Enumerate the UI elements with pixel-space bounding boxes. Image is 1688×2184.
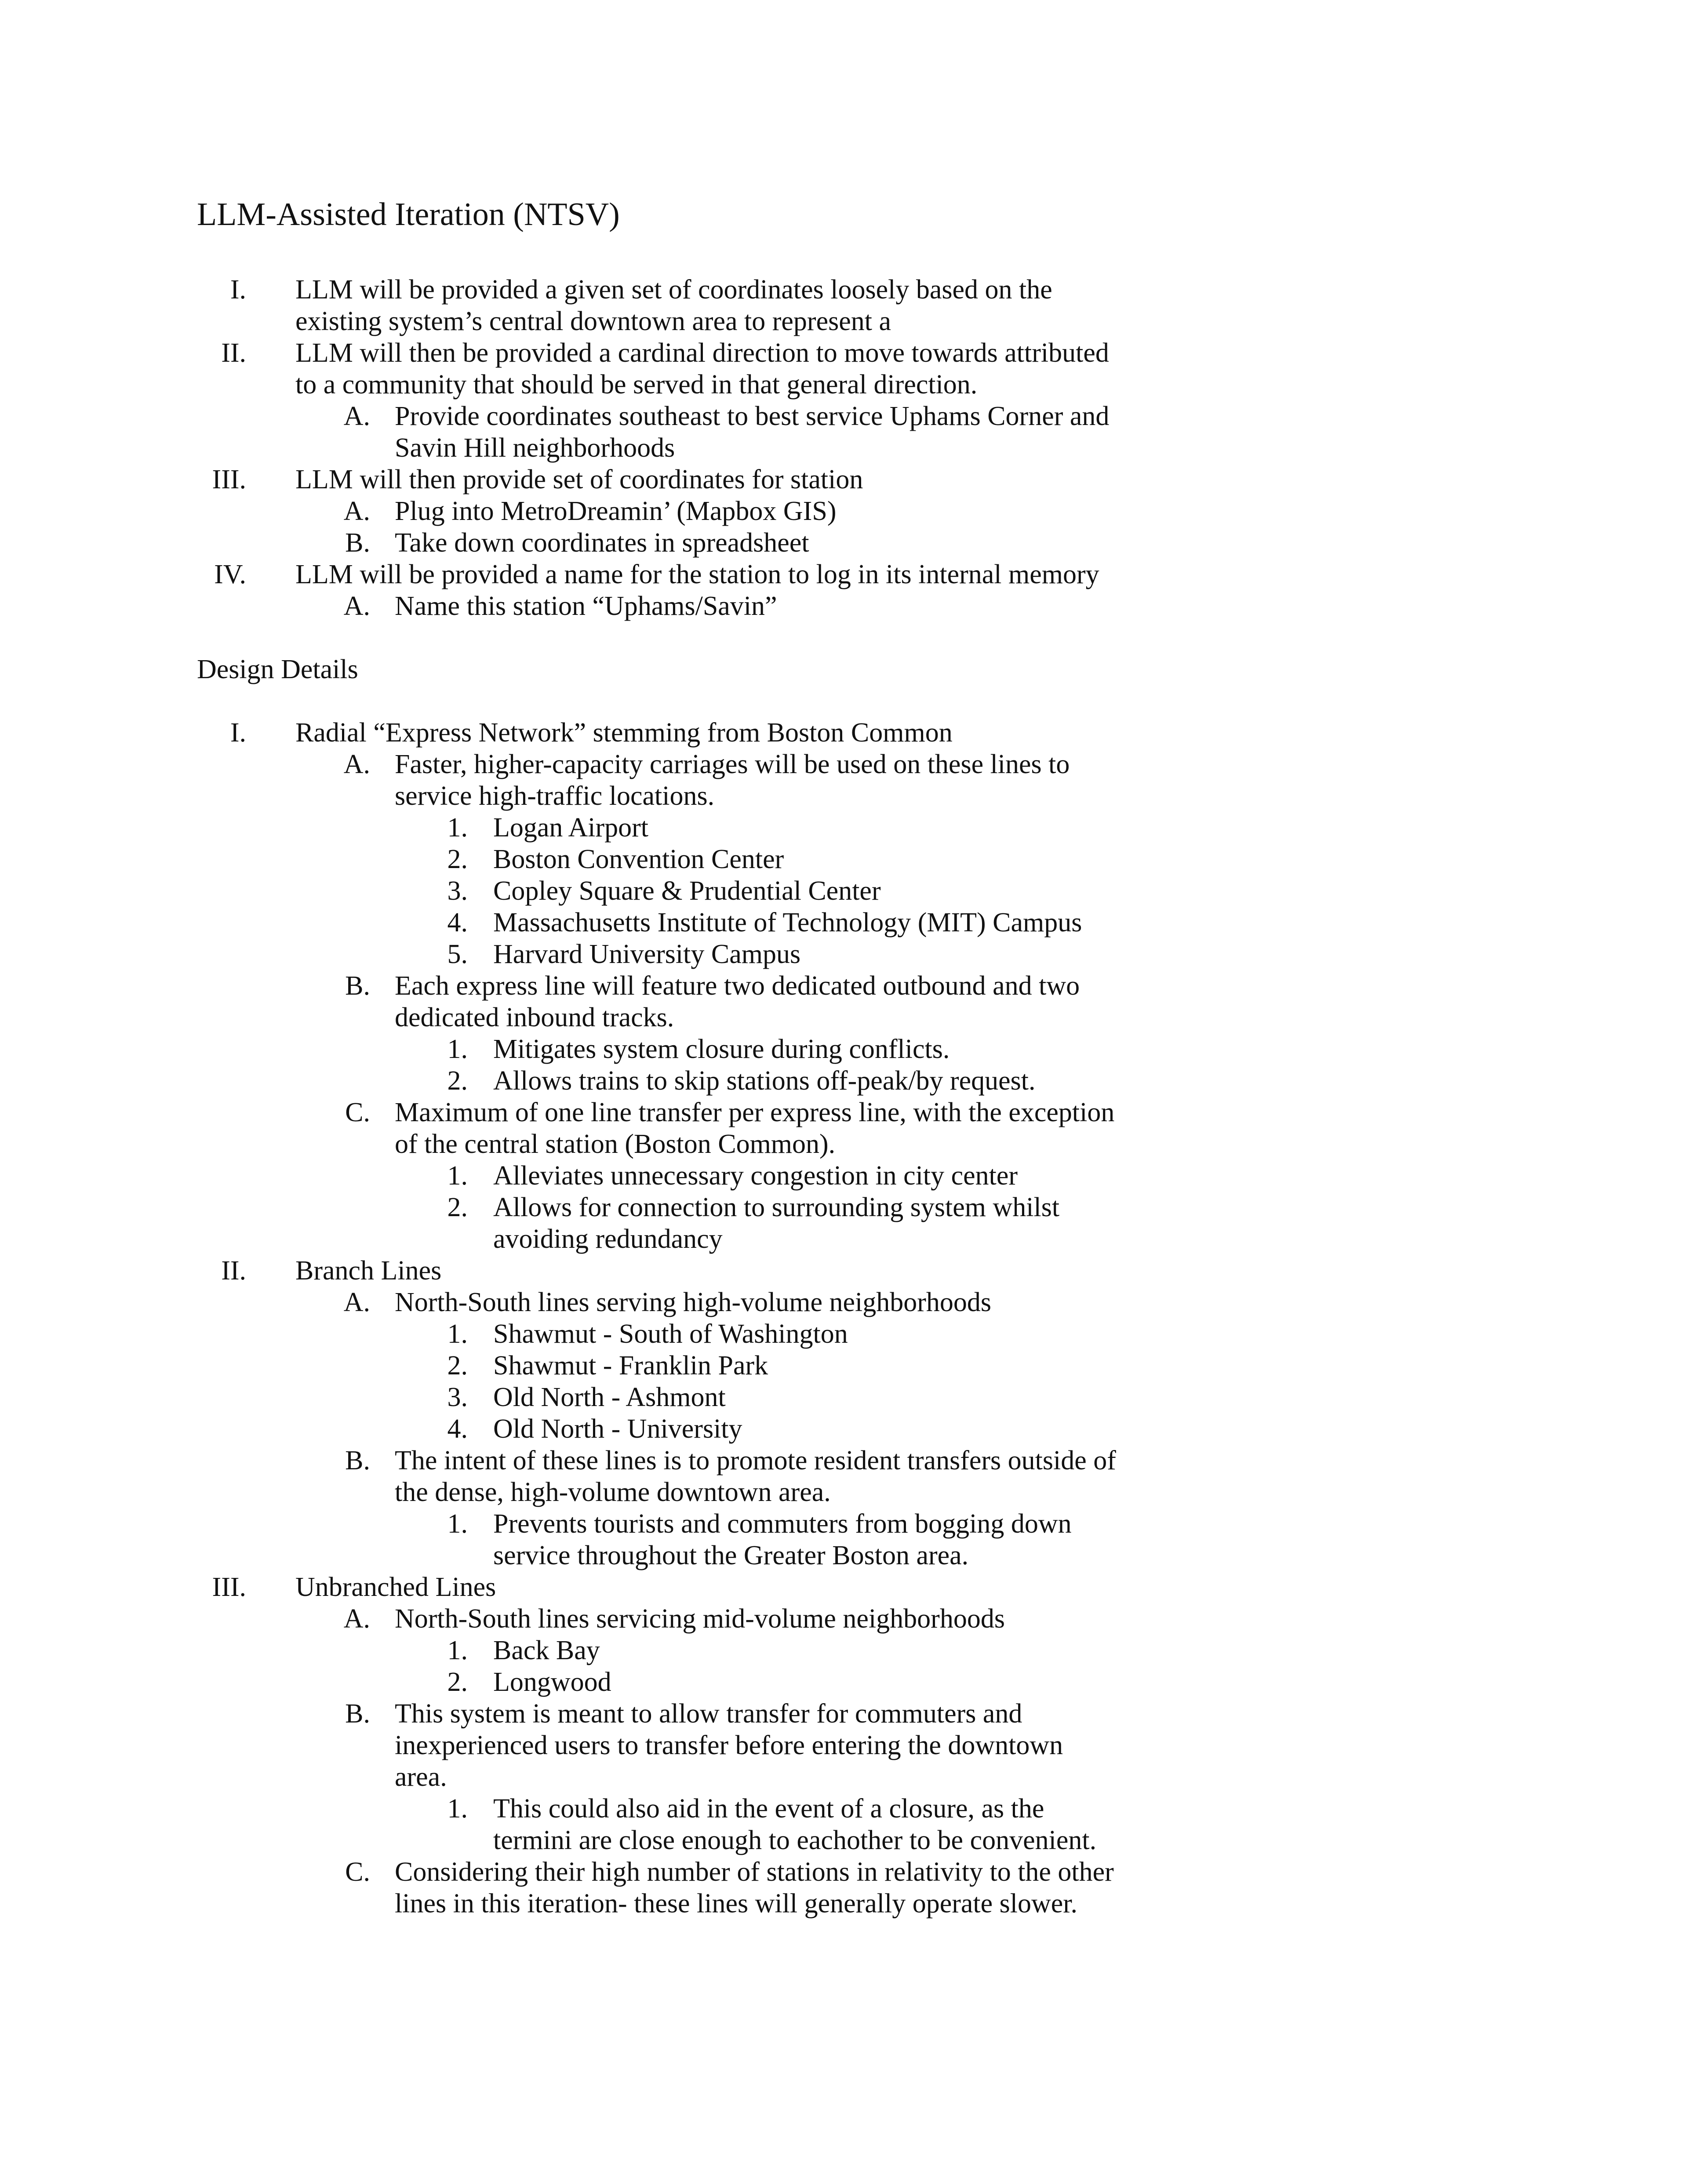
outline-item-ii-a-4 — [0, 1413, 1688, 1445]
outline-text: termini are close enough to eachother to be convenient. — [493, 1825, 1097, 1855]
outline-item-i-a-4 — [0, 907, 1688, 938]
outline-text: area. — [395, 1762, 447, 1792]
outline-item-iii-a-1 — [0, 1635, 1688, 1666]
outline-item-iii-a — [0, 495, 1688, 527]
outline-item-i-c — [0, 1097, 1688, 1128]
outline-marker: C. — [345, 1857, 370, 1887]
outline-text: Boston Convention Center — [493, 844, 784, 874]
outline-text: The intent of these lines is to promote resident transfers outside of — [395, 1446, 1116, 1475]
outline-item-ii — [0, 1255, 1688, 1286]
outline-item-i-b-2 — [0, 1065, 1688, 1097]
outline-text: dedicated inbound tracks. — [395, 1003, 674, 1032]
outline-item-i-c-2-cont — [0, 1223, 1688, 1255]
outline-text: Take down coordinates in spreadsheet — [395, 528, 809, 558]
outline-item-iii-c-cont — [0, 1888, 1688, 1919]
outline-text: This could also aid in the event of a closure, as the — [493, 1794, 1044, 1824]
outline-text: of the central station (Boston Common). — [395, 1129, 836, 1159]
outline-item-i-a-5 — [0, 938, 1688, 970]
outline-item-iii-b-cont — [0, 1761, 1688, 1793]
outline-marker: A. — [343, 749, 370, 779]
section-heading-design-details: Design Details — [197, 654, 358, 684]
outline-marker: IV. — [214, 560, 246, 589]
outline-item-iii-b-1 — [0, 1793, 1688, 1824]
outline-text: avoiding redundancy — [493, 1224, 723, 1254]
outline-text: Provide coordinates southeast to best service Uphams Corner and — [395, 401, 1110, 431]
outline-text: inexperienced users to transfer before entering the downtown — [395, 1730, 1063, 1760]
outline-marker: 4. — [447, 908, 468, 938]
outline-item-iii-b-cont — [0, 1730, 1688, 1761]
outline-marker: A. — [343, 591, 370, 621]
outline-text: LLM will then provide set of coordinates for station — [295, 465, 863, 494]
outline-text: Harvard University Campus — [493, 939, 801, 969]
outline-marker: 2. — [447, 1066, 468, 1096]
outline-marker: 1. — [447, 1319, 468, 1349]
outline-text: North-South lines servicing mid-volume neighborhoods — [395, 1604, 1005, 1634]
outline-item-ii-a-cont — [0, 432, 1688, 464]
outline-item-ii-cont — [0, 369, 1688, 400]
outline-text: Allows trains to skip stations off-peak/by request. — [493, 1066, 1036, 1096]
outline-item-i-c-1 — [0, 1160, 1688, 1192]
outline-item-ii-b-1 — [0, 1508, 1688, 1540]
outline-text: Old North - Ashmont — [493, 1382, 726, 1412]
outline-text: service high-traffic locations. — [395, 781, 715, 811]
outline-marker: III. — [212, 465, 246, 494]
outline-item-ii-a — [0, 400, 1688, 432]
outline-item-ii-b-1-cont — [0, 1540, 1688, 1571]
outline-text: Shawmut - South of Washington — [493, 1319, 848, 1349]
outline-text: Each express line will feature two dedicated outbound and two — [395, 971, 1080, 1001]
outline-item-iii-c — [0, 1856, 1688, 1888]
outline-text: Plug into MetroDreamin’ (Mapbox GIS) — [395, 496, 837, 526]
outline-text: Back Bay — [493, 1635, 600, 1665]
outline-marker: 1. — [447, 1509, 468, 1539]
outline-item-ii-b-cont — [0, 1476, 1688, 1508]
outline-text: existing system’s central downtown area to represent a — [295, 306, 891, 336]
outline-text: service throughout the Greater Boston area. — [493, 1541, 969, 1570]
outline-item-i-a-2 — [0, 843, 1688, 875]
outline-text: Name this station “Uphams/Savin” — [395, 591, 777, 621]
outline-text: lines in this iteration- these lines will generally operate slower. — [395, 1889, 1078, 1919]
outline-text: This system is meant to allow transfer for commuters and — [395, 1699, 1022, 1729]
outline-text: Mitigates system closure during conflicts. — [493, 1034, 950, 1064]
outline-marker: B. — [345, 971, 370, 1001]
outline-marker: I. — [230, 718, 246, 748]
outline-marker: B. — [345, 528, 370, 558]
outline-marker: A. — [343, 401, 370, 431]
outline-marker: 2. — [447, 1192, 468, 1222]
outline-item-ii-a — [0, 1286, 1688, 1318]
outline-item-iii-b — [0, 527, 1688, 559]
page-title: LLM-Assisted Iteration (NTSV) — [197, 196, 620, 233]
outline-item-iii — [0, 1571, 1688, 1603]
iteration-outline — [0, 274, 1688, 622]
outline-item-i-b — [0, 970, 1688, 1002]
outline-marker: A. — [343, 1287, 370, 1317]
outline-item-iii-a-2 — [0, 1666, 1688, 1698]
outline-text: LLM will then be provided a cardinal direction to move towards attributed — [295, 338, 1109, 368]
outline-item-ii-a-2 — [0, 1350, 1688, 1381]
outline-item-i — [0, 274, 1688, 305]
outline-text: Prevents tourists and commuters from bogging down — [493, 1509, 1072, 1539]
outline-item-i-cont — [0, 305, 1688, 337]
outline-text: LLM will be provided a name for the station to log in its internal memory — [295, 560, 1099, 589]
outline-item-ii-a-3 — [0, 1381, 1688, 1413]
outline-text: Considering their high number of stations in relativity to the other — [395, 1857, 1114, 1887]
outline-marker: II. — [221, 1256, 246, 1286]
outline-marker: 3. — [447, 1382, 468, 1412]
outline-item-ii-a-1 — [0, 1318, 1688, 1350]
outline-marker: 1. — [447, 1034, 468, 1064]
outline-item-i-b-cont — [0, 1002, 1688, 1033]
outline-item-iv — [0, 559, 1688, 590]
design-outline — [0, 717, 1688, 1919]
outline-text: Copley Square & Prudential Center — [493, 876, 881, 906]
outline-text: Logan Airport — [493, 813, 648, 843]
outline-text: Faster, higher-capacity carriages will be used on these lines to — [395, 749, 1070, 779]
outline-text: Radial “Express Network” stemming from Boston Common — [295, 718, 953, 748]
outline-item-i-a-3 — [0, 875, 1688, 907]
outline-item-i-c-cont — [0, 1128, 1688, 1160]
outline-item-i — [0, 717, 1688, 749]
outline-marker: A. — [343, 496, 370, 526]
outline-text: Longwood — [493, 1667, 611, 1697]
outline-item-iii-b — [0, 1698, 1688, 1730]
outline-text: North-South lines serving high-volume neighborhoods — [395, 1287, 991, 1317]
outline-text: Alleviates unnecessary congestion in city center — [493, 1161, 1018, 1191]
outline-item-iii-b-1-cont — [0, 1824, 1688, 1856]
outline-marker: B. — [345, 1699, 370, 1729]
outline-item-iii — [0, 464, 1688, 495]
outline-item-i-c-2 — [0, 1192, 1688, 1223]
outline-text: Allows for connection to surrounding system whilst — [493, 1192, 1060, 1222]
outline-marker: 3. — [447, 876, 468, 906]
outline-text: Unbranched Lines — [295, 1572, 496, 1602]
outline-text: Maximum of one line transfer per express line, with the exception — [395, 1097, 1115, 1127]
outline-marker: 2. — [447, 1667, 468, 1697]
outline-marker: 1. — [447, 1794, 468, 1824]
outline-marker: 1. — [447, 1161, 468, 1191]
outline-text: Shawmut - Franklin Park — [493, 1351, 768, 1381]
outline-marker: 1. — [447, 813, 468, 843]
outline-marker: III. — [212, 1572, 246, 1602]
outline-text: the dense, high-volume downtown area. — [395, 1477, 831, 1507]
outline-item-i-a — [0, 749, 1688, 780]
outline-marker: 1. — [447, 1635, 468, 1665]
outline-text: Savin Hill neighborhoods — [395, 433, 675, 463]
outline-item-ii — [0, 337, 1688, 369]
outline-item-i-a-cont — [0, 780, 1688, 812]
outline-text: Old North - University — [493, 1414, 742, 1444]
outline-marker: 2. — [447, 1351, 468, 1381]
outline-item-i-b-1 — [0, 1033, 1688, 1065]
outline-item-ii-b — [0, 1445, 1688, 1476]
outline-text: to a community that should be served in that general direction. — [295, 370, 978, 400]
outline-marker: 4. — [447, 1414, 468, 1444]
outline-marker: I. — [230, 275, 246, 305]
outline-marker: 2. — [447, 844, 468, 874]
outline-item-iii-a — [0, 1603, 1688, 1635]
outline-marker: II. — [221, 338, 246, 368]
outline-item-iv-a — [0, 590, 1688, 622]
outline-text: LLM will be provided a given set of coordinates loosely based on the — [295, 275, 1052, 305]
outline-marker: C. — [345, 1097, 370, 1127]
outline-text: Branch Lines — [295, 1256, 442, 1286]
outline-marker: 5. — [447, 939, 468, 969]
outline-item-i-a-1 — [0, 812, 1688, 843]
outline-marker: B. — [345, 1446, 370, 1475]
outline-text: Massachusetts Institute of Technology (MIT) Campus — [493, 908, 1082, 938]
outline-marker: A. — [343, 1604, 370, 1634]
